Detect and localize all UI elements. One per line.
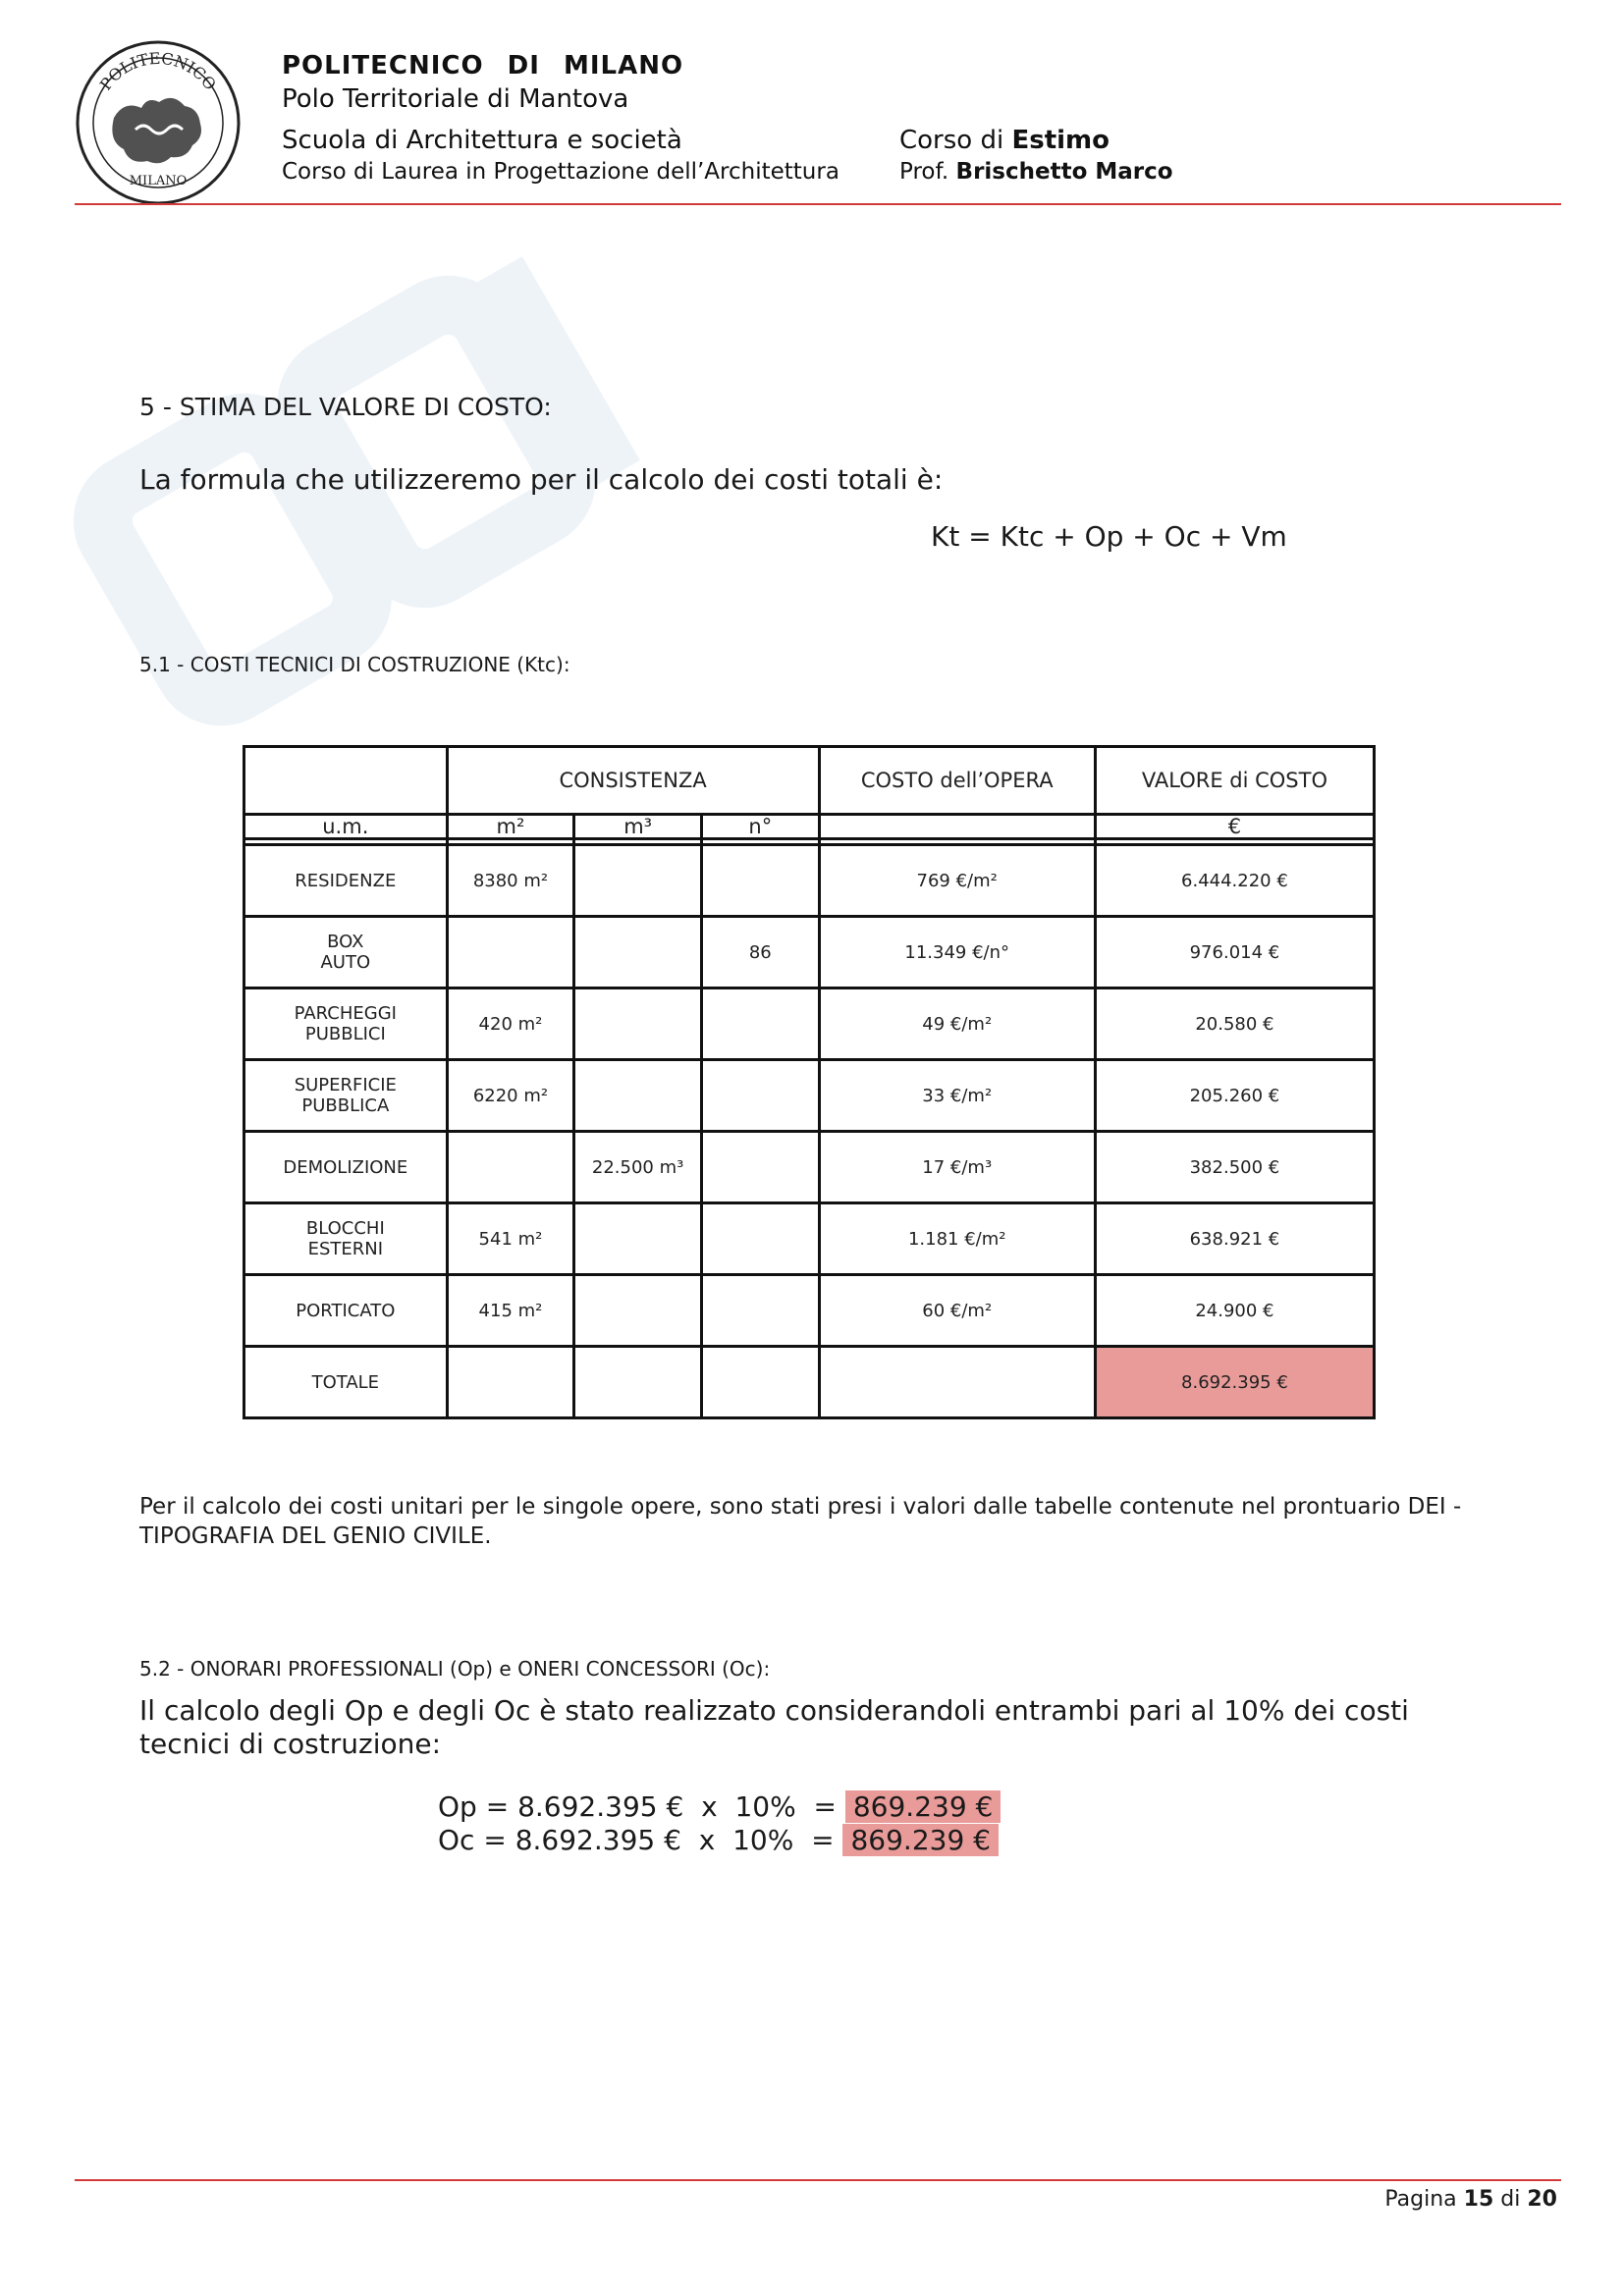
row-n <box>702 988 820 1060</box>
row-name: TOTALE <box>244 1347 448 1418</box>
row-costo: 17 €/m³ <box>819 1132 1095 1203</box>
header-school: Scuola di Architettura e società <box>282 126 682 155</box>
section-5-1-title: 5.1 - COSTI TECNICI DI COSTRUZIONE (Ktc): <box>139 653 570 676</box>
row-name: PARCHEGGI PUBBLICI <box>244 988 448 1060</box>
row-m2 <box>447 917 574 988</box>
row-m3 <box>574 988 702 1060</box>
header-professor <box>899 159 1173 185</box>
table-row <box>244 1275 1375 1347</box>
row-n <box>702 1275 820 1347</box>
row-m3 <box>574 1203 702 1275</box>
header-campus: Polo Territoriale di Mantova <box>282 84 629 114</box>
table-row <box>244 917 1375 988</box>
logo-text-top: POLITECNICO <box>95 48 220 94</box>
header-valore-costo: VALORE di COSTO <box>1095 747 1374 815</box>
row-valore: 638.921 € <box>1095 1203 1374 1275</box>
footer-divider <box>75 2179 1561 2181</box>
row-n <box>702 1203 820 1275</box>
oc-calculation <box>438 1824 999 1856</box>
row-m2: 420 m² <box>447 988 574 1060</box>
row-costo: 769 €/m² <box>819 845 1095 917</box>
row-n <box>702 845 820 917</box>
unit-euro: € <box>1095 815 1374 839</box>
row-valore: 976.014 € <box>1095 917 1374 988</box>
header-divider <box>75 203 1561 205</box>
row-n <box>702 1347 820 1418</box>
row-m3 <box>574 917 702 988</box>
row-m2: 6220 m² <box>447 1060 574 1132</box>
table-header-row <box>244 747 1375 815</box>
row-n: 86 <box>702 917 820 988</box>
prof-name: Brischetto Marco <box>955 159 1173 185</box>
table-body <box>244 839 1375 1418</box>
row-costo: 49 €/m² <box>819 988 1095 1060</box>
row-n <box>702 1132 820 1203</box>
row-valore: 382.500 € <box>1095 1132 1374 1203</box>
section-5-2-text: Il calcolo degli Op e degli Oc è stato realizzato considerandoli entrambi pari al 10% dei costi tecnici di costruzione: <box>139 1694 1409 1760</box>
row-name: SUPERFICIE PUBBLICA <box>244 1060 448 1132</box>
course-prefix: Corso di <box>899 126 1012 155</box>
row-valore: 20.580 € <box>1095 988 1374 1060</box>
unit-cost-note: Per il calcolo dei costi unitari per le singole opere, sono stati presi i valori dalle tabelle contenute nel prontuario DEI - TIPOGRAFIA DEL GENIO CIVILE. <box>139 1494 1462 1549</box>
row-valore: 24.900 € <box>1095 1275 1374 1347</box>
row-costo: 60 €/m² <box>819 1275 1095 1347</box>
course-name: Estimo <box>1011 126 1110 155</box>
row-n <box>702 1060 820 1132</box>
oc-result: 869.239 € <box>842 1824 999 1856</box>
op-result: 869.239 € <box>845 1790 1001 1823</box>
row-m3 <box>574 1347 702 1418</box>
unit-m3: m³ <box>574 815 702 839</box>
page-label: Pagina <box>1384 2187 1464 2212</box>
page-current: 15 <box>1463 2187 1494 2212</box>
row-name: RESIDENZE <box>244 845 448 917</box>
construction-cost-table <box>243 745 1376 1419</box>
row-costo <box>819 1347 1095 1418</box>
row-name: PORTICATO <box>244 1275 448 1347</box>
row-name: BLOCCHI ESTERNI <box>244 1203 448 1275</box>
oc-formula: Oc = 8.692.395 € x 10% = <box>438 1824 843 1856</box>
header-costo-opera: COSTO dell’OPERA <box>819 747 1095 815</box>
page-total: 20 <box>1527 2187 1557 2212</box>
table-row <box>244 845 1375 917</box>
row-name: BOX AUTO <box>244 917 448 988</box>
header-university: POLITECNICO DI MILANO <box>282 51 684 80</box>
header-empty-cell <box>244 747 448 815</box>
table-row <box>244 1203 1375 1275</box>
row-costo: 33 €/m² <box>819 1060 1095 1132</box>
section-5-title: 5 - STIMA DEL VALORE DI COSTO: <box>139 393 552 421</box>
page-sep: di <box>1493 2187 1528 2212</box>
unit-um: u.m. <box>244 815 448 839</box>
table-row <box>244 1347 1375 1418</box>
row-m3: 22.500 m³ <box>574 1132 702 1203</box>
logo-text-bottom: MILANO <box>129 174 188 188</box>
op-formula: Op = 8.692.395 € x 10% = <box>438 1790 845 1823</box>
op-calculation <box>438 1790 1001 1823</box>
table-row <box>244 1132 1375 1203</box>
unit-m2: m² <box>447 815 574 839</box>
header-consistenza: CONSISTENZA <box>447 747 819 815</box>
total-cost-formula: Kt = Ktc + Op + Oc + Vm <box>931 520 1287 553</box>
politecnico-seal-logo <box>75 39 242 206</box>
prof-prefix: Prof. <box>899 159 956 185</box>
row-m2: 415 m² <box>447 1275 574 1347</box>
header-course <box>899 126 1110 155</box>
row-m2: 8380 m² <box>447 845 574 917</box>
row-m3 <box>574 845 702 917</box>
table-row <box>244 988 1375 1060</box>
row-m2 <box>447 1132 574 1203</box>
header-degree: Corso di Laurea in Progettazione dell’Architettura <box>282 159 839 185</box>
page-number <box>1384 2187 1557 2212</box>
row-m2: 541 m² <box>447 1203 574 1275</box>
row-m2 <box>447 1347 574 1418</box>
row-valore: 6.444.220 € <box>1095 845 1374 917</box>
unit-empty <box>819 815 1095 839</box>
row-costo: 11.349 €/n° <box>819 917 1095 988</box>
row-name: DEMOLIZIONE <box>244 1132 448 1203</box>
table-row <box>244 1060 1375 1132</box>
row-valore: 8.692.395 € <box>1095 1347 1374 1418</box>
row-m3 <box>574 1275 702 1347</box>
row-m3 <box>574 1060 702 1132</box>
row-valore: 205.260 € <box>1095 1060 1374 1132</box>
row-costo: 1.181 €/m² <box>819 1203 1095 1275</box>
unit-n: n° <box>702 815 820 839</box>
section-5-2-title: 5.2 - ONORARI PROFESSIONALI (Op) e ONERI CONCESSORI (Oc): <box>139 1657 771 1681</box>
section-5-intro: La formula che utilizzeremo per il calcolo dei costi totali è: <box>139 463 944 496</box>
table-units-row <box>244 815 1375 839</box>
